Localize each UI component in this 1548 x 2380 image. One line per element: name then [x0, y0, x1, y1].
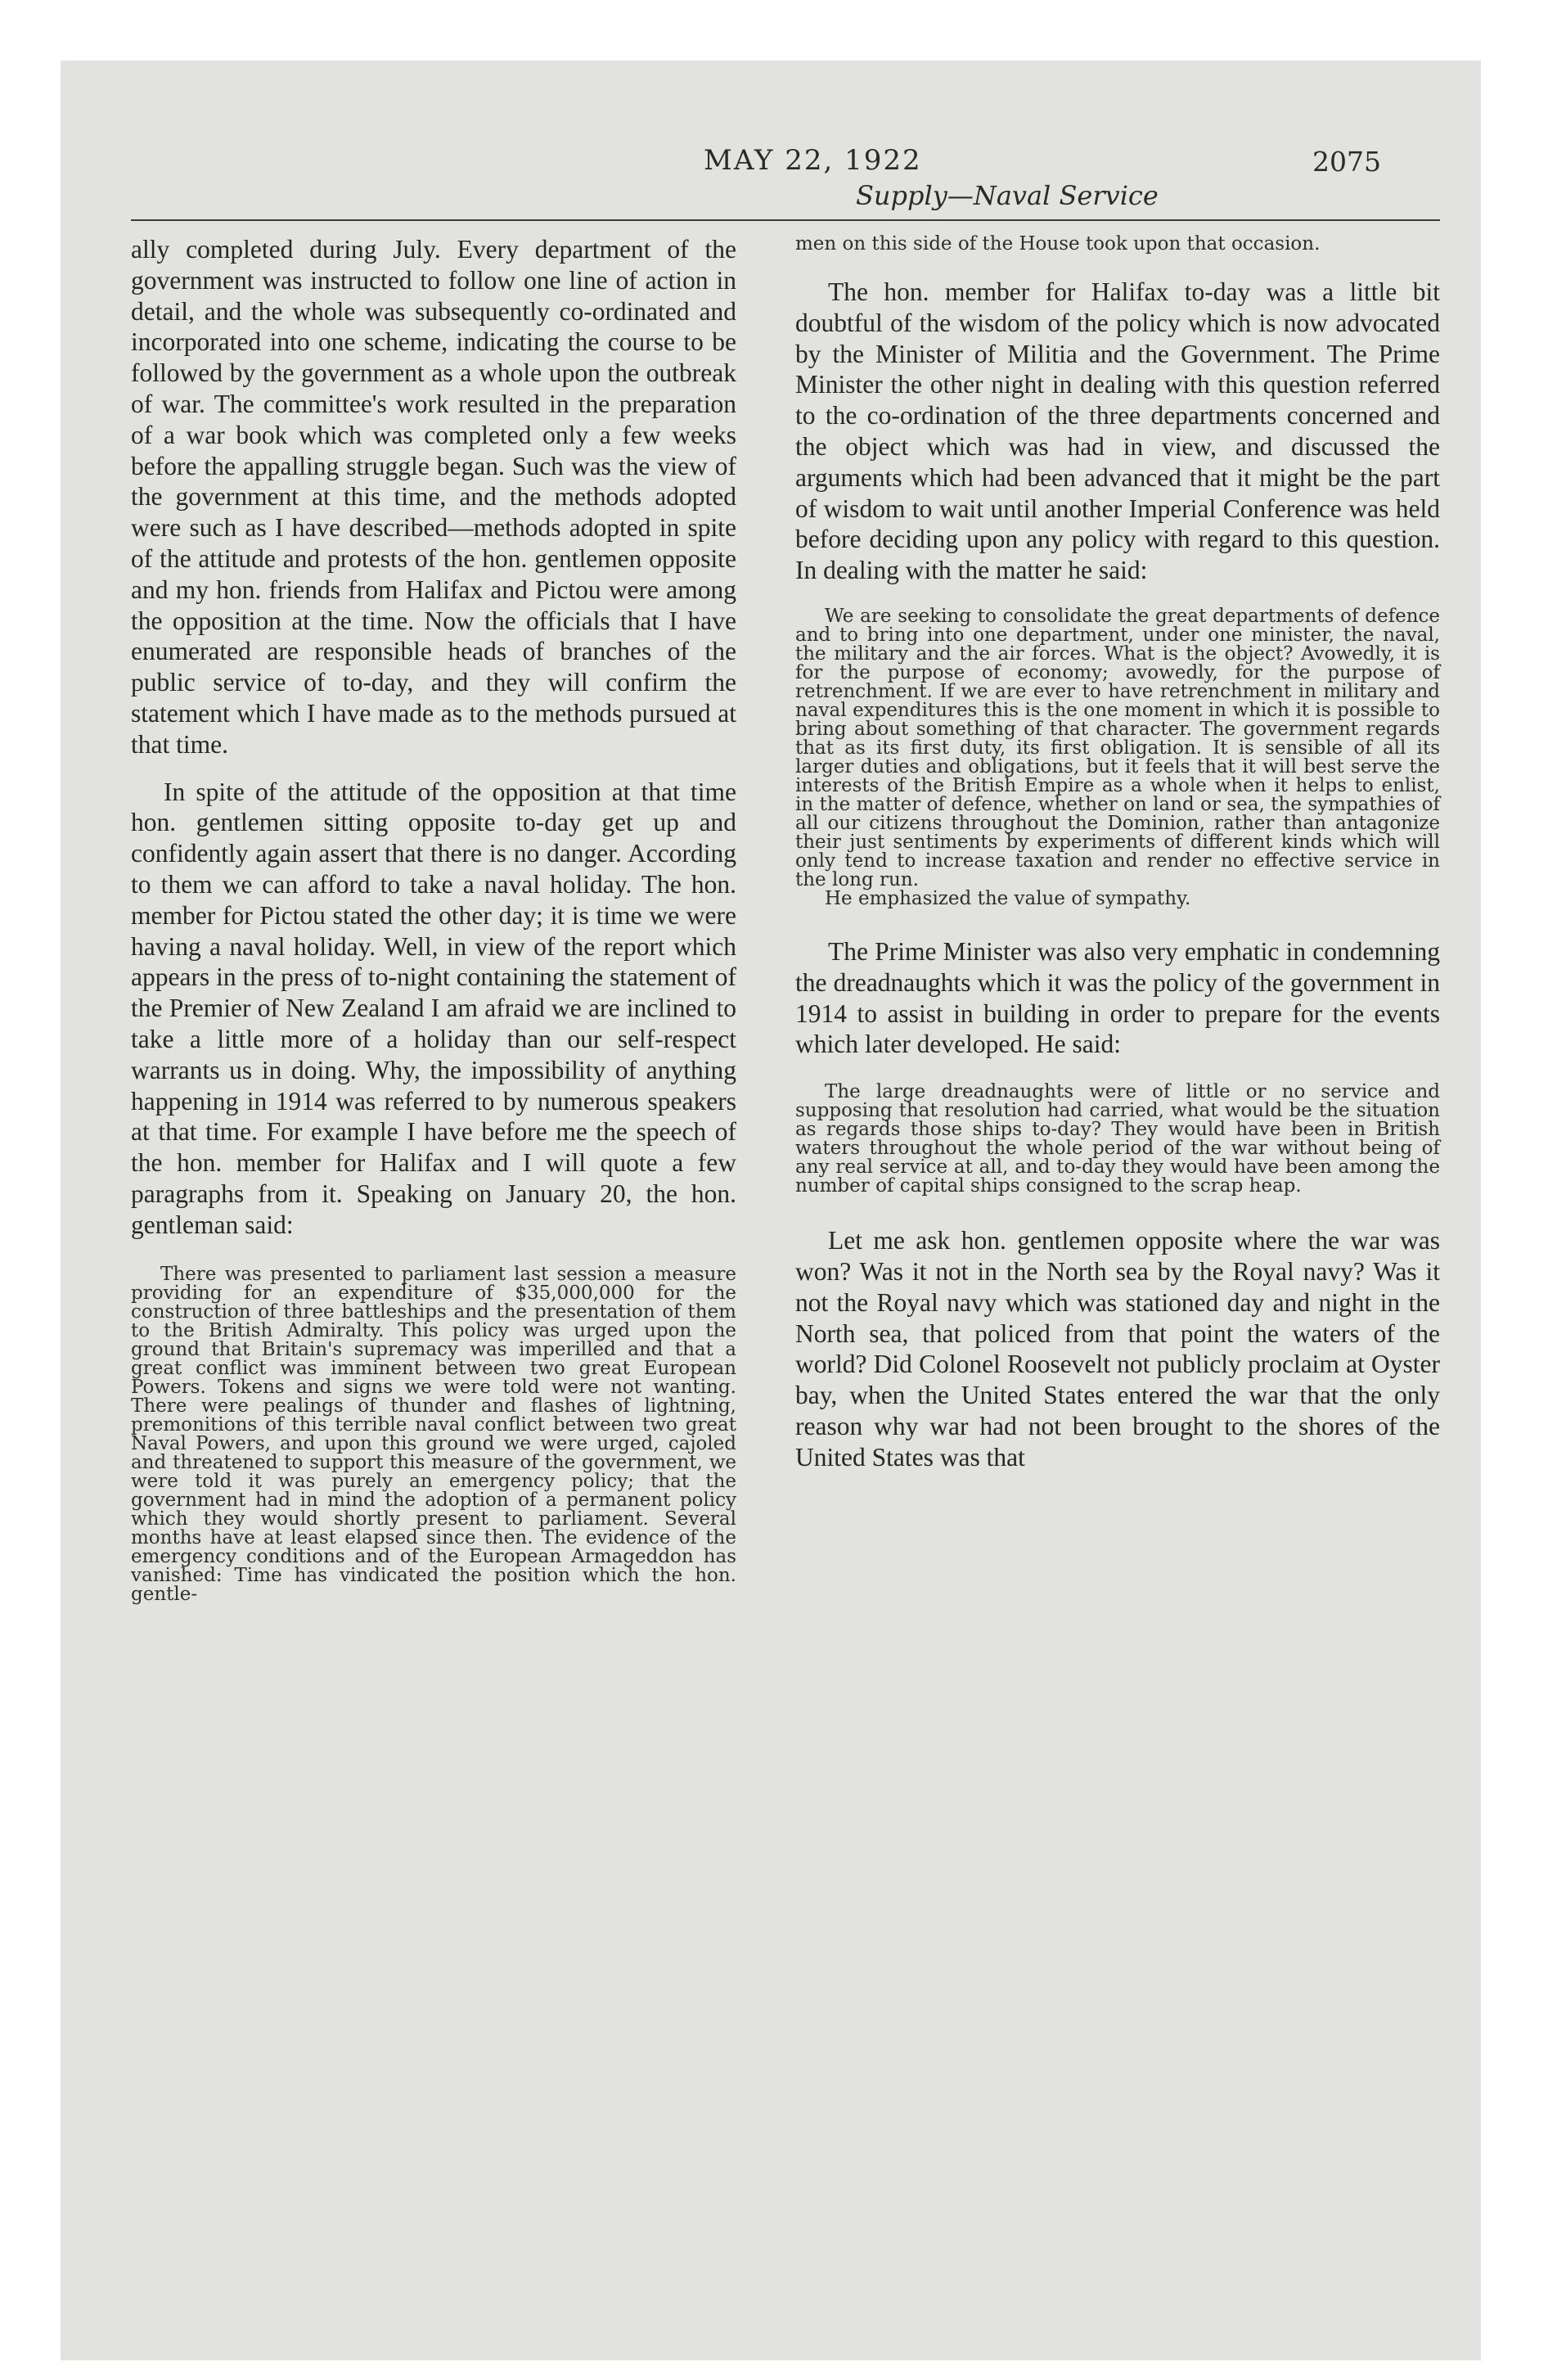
header-rule [131, 219, 1440, 221]
left-quote: There was presented to parliament last session a measure providing for an expenditure of $35,000,000 for the construction of three battleships and the presentation of them to the British Admiralty. This policy was urged upon the ground that Britain's supremacy was imperilled and that a great conflict was imminent between two great European Powers. Tokens and signs we were told were not wanting. There were pealings of thunder and flashes of lightning, premonitions of this terrible naval conflict between two great Naval Powers, and upon this ground we were urged, cajoled and threatened to support this measure of the government, we were told it was purely an emergency policy; that the government had in mind the adoption of a permanent policy which they would shortly present to parliament. Several months have at least elapsed since then. The evidence of the emergency conditions and of the European Armageddon has vanished: Time has vindicated the position which the hon. gentle- [131, 1263, 736, 1605]
header-subtitle: Supply—Naval Service [856, 180, 1159, 211]
right-quote-1: We are seeking to consolidate the great departments of defence and to bring into one department, under one minister, the naval, the military and the air forces. What is the object? Avowedly, it is for the purpose of economy; avowedly, for the purpose of retrenchment. If we are ever to have retrenchment in military and naval expenditures this is the one moment in which it is possible to bring about something of that character. The government regards that as its first duty, its first obligation. It is sensible of all its larger duties and obligations, but it feels that it will best serve the interests of the British Empire as a whole when it helps to enlist, in the matter of defence, whether on land or sea, the sympathies of all our citizens throughout the Dominion, rather than antagonize their just sentiments by experiments of different kinds which will only tend to increase taxation and render no effective service in the long run. [795, 605, 1440, 890]
right-quote-2: The large dreadnaughts were of little or no service and supposing that resolution had carried, what would be the situation as regards those ships to-day? They would have been in British waters throughout the whole period of the war without being of any real service at all, and to-day they would have been among the number of capital ships consigned to the scrap heap. [795, 1081, 1440, 1197]
right-column [795, 234, 1440, 1473]
right-paragraph-3: Let me ask hon. gentlemen opposite where the war was won? Was it not in the North sea by the Royal navy? Was it not the Royal navy which was stationed day and night in the North sea, that policed from that point the waters of the world? Did Colonel Roosevelt not publicly proclaim at Oyster bay, when the United States entered the war that the only reason why war had not been brought to the shores of the United States was that [795, 1226, 1440, 1472]
left-paragraph-1: ally completed during July. Every department of the government was instructed to follow one line of action in detail, and the whole was subsequently co-ordinated and incorporated into one scheme, indicating the course to be followed by the government as a whole upon the outbreak of war. The committee's work resulted in the preparation of a war book which was completed only a few weeks before the appalling struggle began. Such was the view of the government at this time, and the methods adopted were such as I have described—methods adopted in spite of the attitude and protests of the hon. gentlemen opposite and my hon. friends from Halifax and Pictou were among the opposition at the time. Now the officials that I have enumerated are responsible heads of branches of the public service of to-day, and they will confirm the statement which I have made as to the methods pursued at that time. [131, 235, 736, 759]
page-number: 2075 [1312, 146, 1381, 178]
scanned-page [61, 61, 1481, 2360]
header-date: MAY 22, 1922 [704, 144, 922, 177]
right-quote-1-tail: He emphasized the value of sympathy. [825, 887, 1191, 909]
left-column [131, 234, 736, 1604]
right-paragraph-1: The hon. member for Halifax to-day was a little bit doubtful of the wisdom of the policy which is now advocated by the Minister of Militia and the Government. The Prime Minister the other night in dealing with this question referred to the co-ordination of the three departments concerned and the object which was had in view, and discussed the arguments which had been advanced that it might be the part of wisdom to wait until another Imperial Conference was held before deciding upon any policy with regard to this question. In dealing with the matter he said: [795, 277, 1440, 585]
left-paragraph-2: In spite of the attitude of the opposition at that time hon. gentlemen sitting opposite to-day get up and confidently again assert that there is no danger. According to them we can afford to take a naval holiday. The hon. member for Pictou stated the other day; it is time we were having a naval holiday. Well, in view of the report which appears in the press of to-night containing the statement of the Premier of New Zealand I am afraid we are inclined to take a little more of a holiday than our self-respect warrants us in doing. Why, the impossibility of anything happening in 1914 was referred to by numerous speakers at that time. For example I have before me the speech of the hon. member for Halifax and I will quote a few paragraphs from it. Speaking on January 20, the hon. gentleman said: [131, 777, 736, 1239]
right-continuation: men on this side of the House took upon that occasion. [795, 233, 1321, 255]
right-paragraph-2: The Prime Minister was also very emphatic in condemning the dreadnaughts which it was the policy of the government in 1914 to assist in building in order to prepare for the events which later developed. He said: [795, 936, 1440, 1059]
